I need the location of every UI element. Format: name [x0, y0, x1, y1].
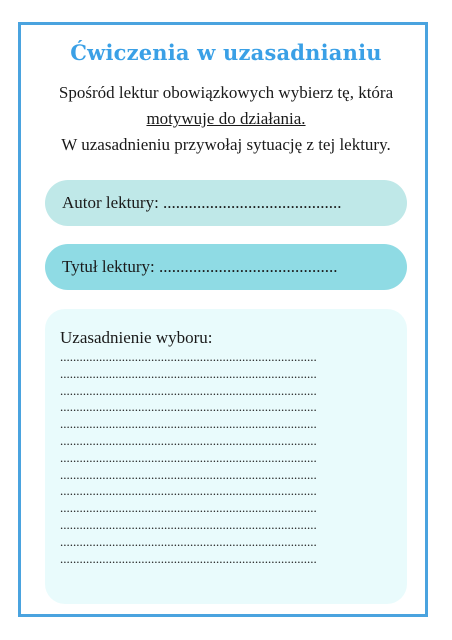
justification-box	[45, 309, 407, 604]
dotted-lines	[60, 349, 393, 567]
instructions	[28, 80, 424, 158]
justification-label: Uzasadnienie wyboru:	[60, 328, 213, 347]
instruction-line-2	[28, 106, 424, 132]
dotted-line: ...............................................................................	[60, 550, 317, 566]
worksheet-title: Ćwiczenia w uzasadnianiu	[70, 40, 382, 65]
dotted-line: ...............................................................................	[60, 500, 317, 516]
dotted-line: ...............................................................................	[60, 466, 317, 482]
dotted-line: ...............................................................................	[60, 399, 317, 415]
dotted-line: ...............................................................................	[60, 382, 317, 398]
dotted-line: ...............................................................................	[60, 516, 317, 532]
dotted-line: ...............................................................................	[60, 349, 317, 364]
dotted-line: ...............................................................................	[60, 449, 317, 465]
author-field: Autor lektury: ..........................................	[45, 180, 407, 226]
dotted-line: ...............................................................................	[60, 365, 317, 381]
instruction-line-3: W uzasadnieniu przywołaj sytuację z tej lektury.	[61, 135, 391, 154]
title-field: Tytuł lektury: ..........................................	[45, 244, 407, 290]
dotted-line: ...............................................................................	[60, 416, 317, 432]
dotted-line: ...............................................................................	[60, 483, 317, 499]
instruction-line-1: Spośród lektur obowiązkowych wybierz tę, która	[58, 83, 394, 102]
instruction-underlined-text: motywuje do działania.	[146, 109, 306, 128]
dotted-line: ...............................................................................	[60, 533, 317, 549]
dotted-line: ...............................................................................	[60, 432, 317, 448]
